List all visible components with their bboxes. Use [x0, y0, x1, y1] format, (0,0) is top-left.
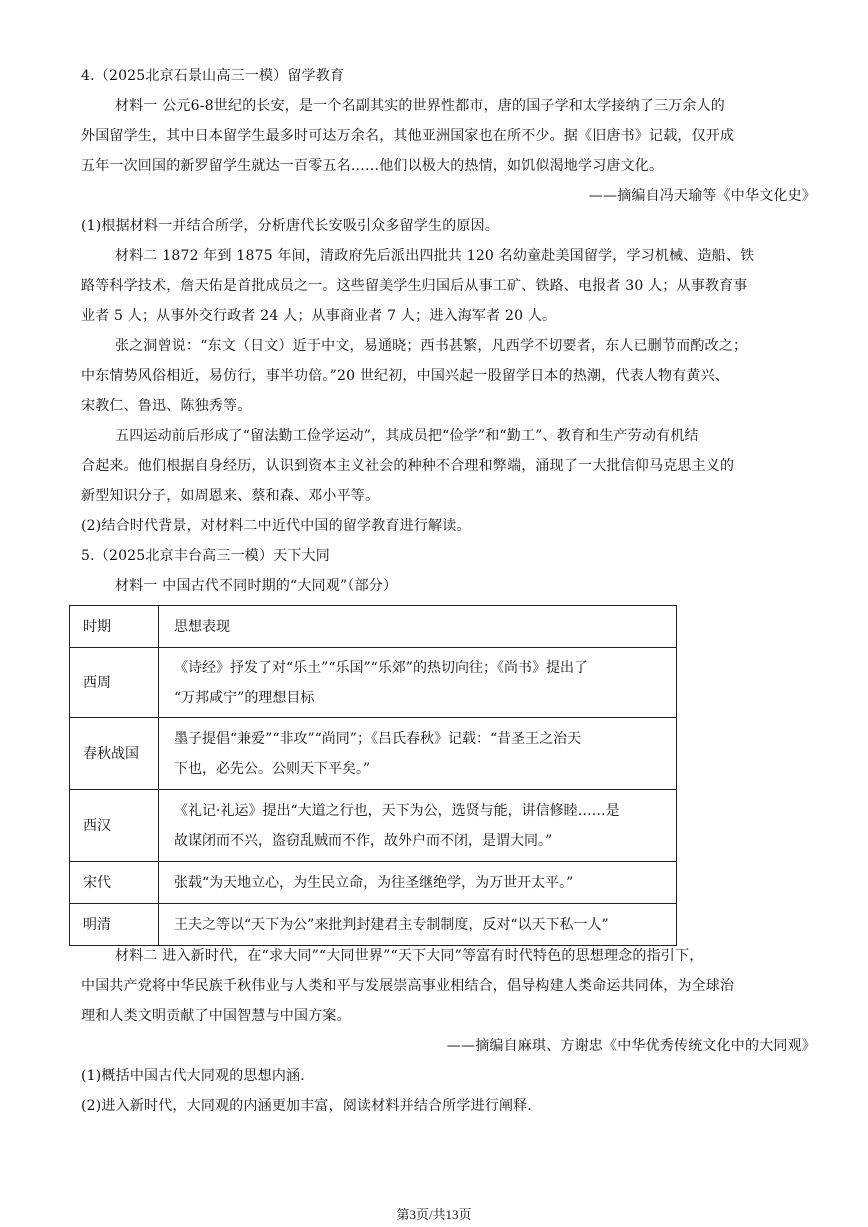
table-header-period: 时期 — [70, 606, 159, 648]
q5-question2: (2)进入新时代，大同观的内涵更加丰富，阅读材料并结合所学进行阐释． — [81, 1098, 542, 1114]
q4-material1-line2: 外国留学生，其中日本留学生最多时可达万余名，其他亚洲国家也在所不少。据《旧唐书》记载，仅开成 — [81, 128, 735, 144]
cell-text-line: 《诗经》抒发了对“乐土”“乐国”“乐郊”的热切向往；《尚书》提出了 — [174, 659, 588, 676]
q4-material1-source: ——摘编自冯天瑜等《中华文化史》 — [588, 188, 816, 204]
table-cell-thought — [159, 790, 677, 862]
table-row — [70, 904, 677, 946]
q4-material2-line3: 业者 5 人；从事外交行政者 24 人；从事商业者 7 人；进入海军者 20 人。 — [81, 308, 557, 324]
q4-material2c-line2: 合起来。他们根据自身经历，认识到资本主义社会的种种不合理和弊端，涌现了一大批信仰马克思主义的 — [81, 458, 735, 474]
q5-material2-source: ——摘编自麻琪、方谢忠《中华优秀传统文化中的大同观》 — [446, 1038, 816, 1054]
q4-material2b-line2: 中东情势风俗相近，易仿行，事半功倍。”20 世纪初，中国兴起一股留学日本的热潮，代表人物有黄兴、 — [81, 368, 730, 384]
table-cell-period: 明清 — [70, 904, 159, 946]
table-cell-period: 西周 — [70, 648, 159, 718]
q4-material2c-line3: 新型知识分子，如周恩来、蔡和森、邓小平等。 — [81, 488, 380, 504]
table-cell-thought — [159, 904, 677, 946]
q4-question1: (1)根据材料一并结合所学，分析唐代长安吸引众多留学生的原因。 — [81, 218, 500, 234]
cell-text-line: 张载“为天地立心，为生民立命，为往圣继绝学，为万世开太平。” — [174, 874, 574, 891]
cell-text-line: 《礼记·礼运》提出“大道之行也，天下为公，选贤与能，讲信修睦……是 — [174, 802, 620, 819]
q5-heading: 5.（2025北京丰台高三一模）天下大同 — [81, 548, 330, 564]
table-cell-period: 西汉 — [70, 790, 159, 862]
cell-text-line: “万邦咸宁”的理想目标 — [174, 689, 315, 706]
q4-question2: (2)结合时代背景，对材料二中近代中国的留学教育进行解读。 — [81, 518, 471, 534]
table-cell-thought — [159, 862, 677, 904]
table-row — [70, 790, 677, 862]
q5-material1-title: 材料一 中国古代不同时期的“大同观”（部分） — [115, 578, 398, 594]
datong-table — [69, 605, 677, 946]
table-row — [70, 648, 677, 718]
q5-material2-line3: 理和人类文明贡献了中国智慧与中国方案。 — [81, 1008, 351, 1024]
table-cell-thought — [159, 648, 677, 718]
cell-text-line: 王夫之等以“天下为公”来批判封建君主专制制度，反对“以天下私一人” — [174, 916, 609, 933]
q4-material1-line1: 材料一 公元6-8世纪的长安，是一个名副其实的世界性都市，唐的国子学和太学接纳了三万余人的 — [115, 98, 725, 114]
table-cell-thought — [159, 718, 677, 790]
q4-heading: 4.（2025北京石景山高三一模）留学教育 — [81, 68, 345, 84]
q5-question1: (1)概括中国古代大同观的思想内涵． — [81, 1068, 315, 1084]
table-cell-period: 宋代 — [70, 862, 159, 904]
q4-material2b-line3: 宋教仁、鲁迅、陈独秀等。 — [81, 398, 252, 414]
table-row — [70, 718, 677, 790]
table-cell-period: 春秋战国 — [70, 718, 159, 790]
page-number: 第3页/共13页 — [396, 1207, 472, 1222]
cell-text-line: 墨子提倡“兼爱”“非攻”“尚同”；《吕氏春秋》记载：“昔圣王之治天 — [174, 730, 582, 747]
q4-material2b-line1: 张之洞曾说：“东文（日文）近于中文，易通晓；西书甚繁，凡西学不切要者，东人已删节而酌改之； — [115, 338, 748, 354]
table-header-thought: 思想表现 — [159, 606, 677, 648]
q5-material2-line2: 中国共产党将中华民族千秋伟业与人类和平与发展崇高事业相结合，倡导构建人类命运共同体，为全球治 — [81, 978, 735, 994]
q4-material2-line2: 路等科学技术，詹天佑是首批成员之一。这些留美学生归国后从事工矿、铁路、电报者 30 人；从事教育事 — [81, 278, 748, 294]
cell-text-line: 下也，必先公。公则天下平矣。” — [174, 760, 371, 777]
cell-text-line: 故谋闭而不兴，盗窃乱贼而不作，故外户而不闭，是谓大同。” — [174, 832, 553, 849]
table-header-row — [70, 606, 677, 648]
table-row — [70, 862, 677, 904]
q4-material2-line1: 材料二 1872 年到 1875 年间，清政府先后派出四批共 120 名幼童赴美国留学，学习机械、造船、铁 — [115, 248, 755, 264]
q5-material2-line1: 材料二 进入新时代，在“求大同”“大同世界”“天下大同”等富有时代特色的思想理念的指引下， — [115, 948, 704, 964]
q4-material1-line3: 五年一次回国的新罗留学生就达一百零五名……他们以极大的热情，如饥似渴地学习唐文化。 — [81, 158, 664, 174]
q4-material2c-line1: 五四运动前后形成了“留法勤工俭学运动”，其成员把“俭学”和“勤工”、教育和生产劳动有机结 — [115, 428, 699, 444]
